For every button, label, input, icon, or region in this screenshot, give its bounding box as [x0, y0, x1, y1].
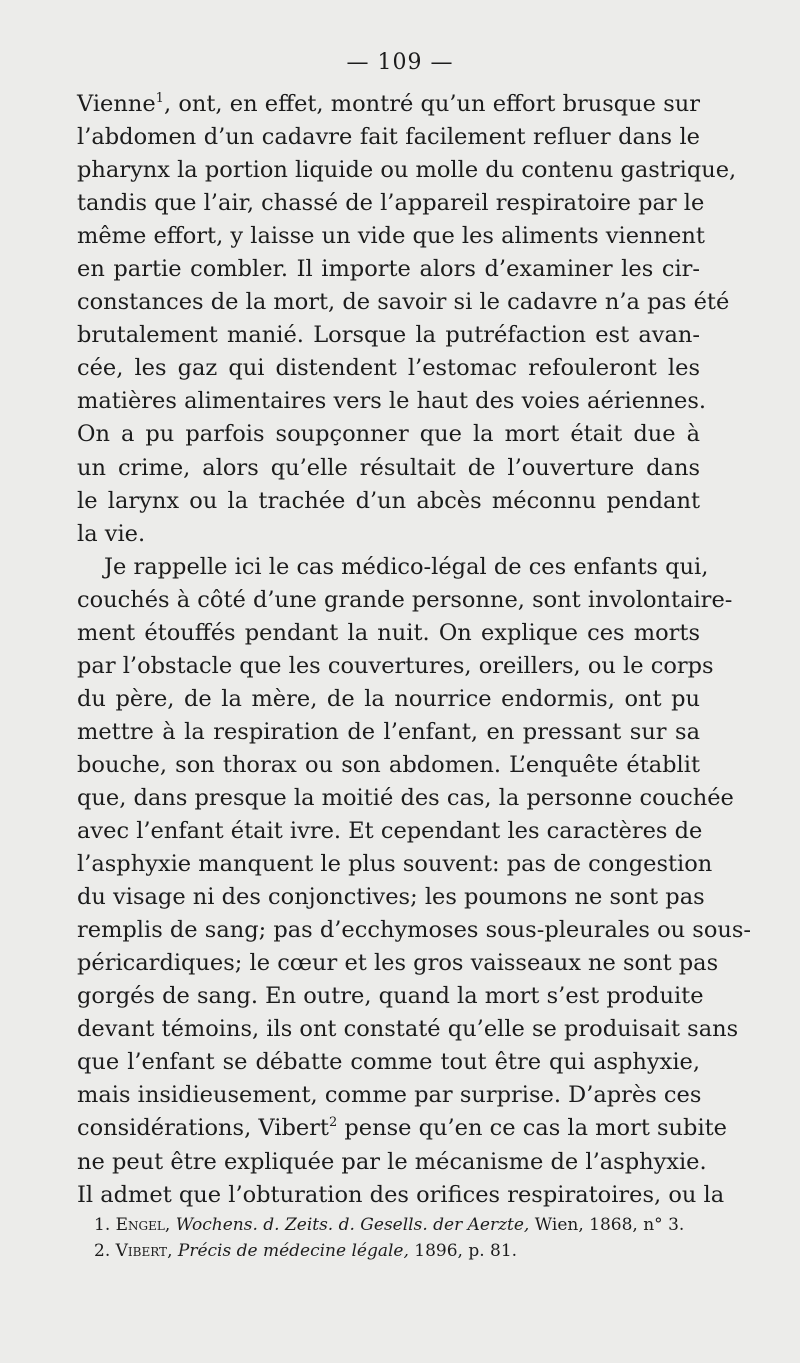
text-line: Il admet que l’obturation des orifices respiratoires, ou la	[77, 1181, 725, 1208]
footnote-author: Vibert	[115, 1241, 168, 1261]
page-number: — 109 —	[346, 50, 454, 75]
text-line	[77, 88, 700, 121]
text-segment: considérations, Vibert	[77, 1115, 329, 1142]
footnote-ref: 1	[155, 91, 164, 106]
text-line: même effort, y laisse un vide que les aliments viennent	[77, 223, 705, 250]
text-line: devant témoins, ils ont constaté qu’elle se produisait sans	[77, 1016, 739, 1043]
text-line: l’abdomen d’un cadavre fait facilement refluer dans le	[77, 124, 700, 151]
text-line: du père, de la mère, de la nourrice endormis, ont pu	[77, 685, 700, 712]
text-line: péricardiques; le cœur et les gros vaisseaux ne sont pas	[77, 950, 719, 977]
text-line: pharynx la portion liquide ou molle du contenu gastrique,	[77, 157, 737, 184]
footnote	[77, 1212, 700, 1238]
text-line: la vie.	[77, 520, 146, 547]
text-line: matières alimentaires vers le haut des voies aériennes.	[77, 388, 707, 415]
body-text	[77, 88, 752, 1212]
text-line: en partie combler. Il importe alors d’examiner les cir-	[77, 256, 700, 283]
text-line: ne peut être expliquée par le mécanisme de l’asphyxie.	[77, 1148, 707, 1175]
text-line: le larynx ou la trachée d’un abcès méconnu pendant	[77, 487, 700, 514]
text-line: couchés à côté d’une grande personne, sont involontaire-	[77, 586, 733, 613]
text-line: Je rappelle ici le cas médico-légal de ces enfants qui,	[104, 553, 709, 580]
text-line: mais insidieusement, comme par surprise. D’après ces	[77, 1082, 702, 1109]
text-line: tandis que l’air, chassé de l’appareil respiratoire par le	[77, 190, 705, 217]
text-line: ment étouffés pendant la nuit. On explique ces morts	[77, 619, 700, 646]
text-segment: pense qu’en ce cas la mort subite	[337, 1115, 728, 1142]
text-line: un crime, alors qu’elle résultait de l’ouverture dans	[77, 454, 700, 481]
text-line: du visage ni des conjonctives; les poumons ne sont pas	[77, 884, 705, 911]
text-line	[77, 1112, 728, 1145]
footnote-work: Précis de médecine légale,	[177, 1241, 409, 1261]
footnote-ref: 2	[328, 1115, 338, 1131]
footnote-separator: ,	[164, 1215, 176, 1235]
text-line: l’asphyxie manquent le plus souvent: pas de congestion	[77, 851, 713, 878]
footnote-work: Wochens. d. Zeits. d. Gesells. der Aerzte,	[175, 1215, 530, 1235]
footnote-details: 1896, p. 81.	[408, 1241, 518, 1261]
text-line: cée, les gaz qui distendent l’estomac refouleront les	[77, 355, 700, 382]
text-line: brutalement manié. Lorsque la putréfaction est avan-	[77, 322, 700, 349]
footnote-separator: ,	[167, 1241, 178, 1261]
footnote-details: Wien, 1868, n° 3.	[529, 1215, 685, 1235]
footnote-number: 2.	[94, 1241, 111, 1261]
text-line: avec l’enfant était ivre. Et cependant les caractères de	[77, 818, 703, 845]
text-line: On a pu parfois soupçonner que la mort était due à	[77, 421, 700, 448]
text-line: remplis de sang; pas d’ecchymoses sous-pleurales ou sous-	[77, 917, 752, 944]
footnote-author: Engel	[115, 1215, 165, 1235]
text-line: par l’obstacle que les couvertures, oreillers, ou le corps	[77, 652, 714, 679]
text-line: que l’enfant se débatte comme tout être qui asphyxie,	[77, 1049, 700, 1076]
text-segment: , ont, en effet, montré qu’un effort brusque sur	[163, 91, 700, 117]
text-segment: Vienne	[77, 91, 156, 117]
footnote-number: 1.	[94, 1215, 111, 1235]
text-line: mettre à la respiration de l’enfant, en pressant sur sa	[77, 718, 700, 745]
text-line: que, dans presque la moitié des cas, la personne couchée	[77, 784, 734, 811]
text-line: gorgés de sang. En outre, quand la mort s’est produite	[77, 983, 704, 1010]
text-line: bouche, son thorax ou son abdomen. L’enquête établit	[77, 751, 700, 778]
footnote	[77, 1238, 700, 1264]
text-line: constances de la mort, de savoir si le cadavre n’a pas été	[77, 289, 730, 316]
footnotes	[77, 1212, 700, 1264]
